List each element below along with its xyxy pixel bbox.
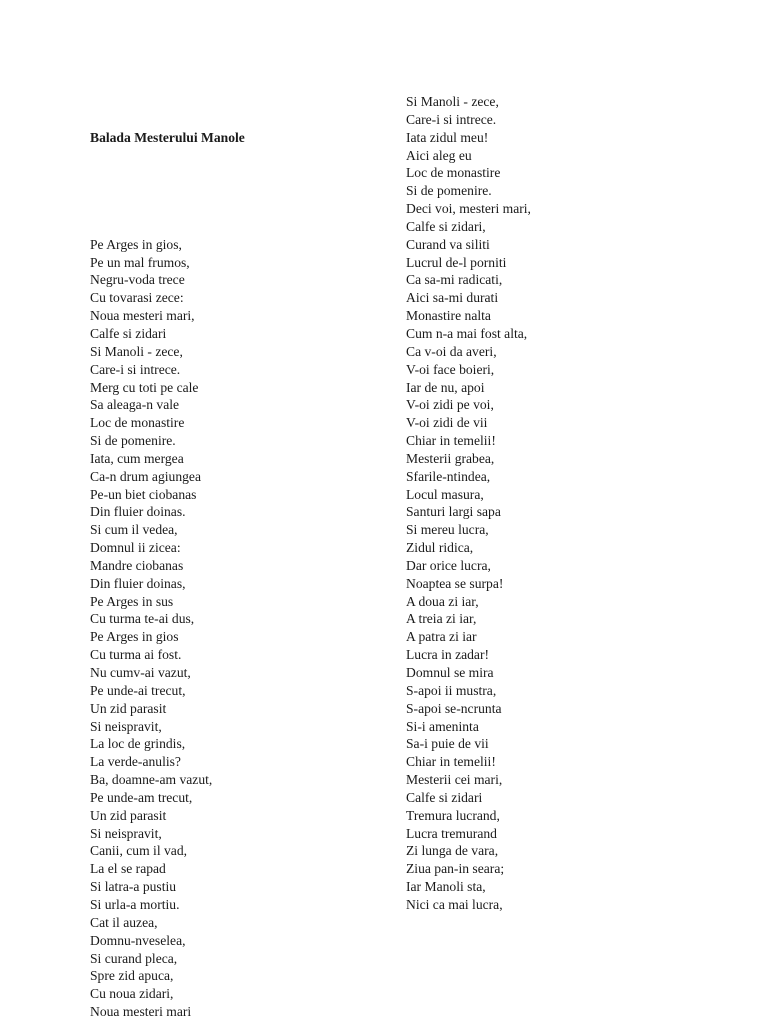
verse-line: V-oi zidi pe voi,	[406, 397, 494, 413]
verse-line: Ziua pan-in seara;	[406, 861, 505, 877]
verse-line: Si cum il vedea,	[90, 522, 178, 538]
verse-line: Si urla-a mortiu.	[90, 896, 180, 912]
document-title: Balada Mesterului Manole	[90, 129, 245, 145]
verse-line: Domnul ii zicea:	[90, 540, 181, 556]
verse-line: Ca-n drum agiungea	[90, 468, 201, 484]
verse-line: Si Manoli - zece,	[406, 94, 499, 109]
verse-line: Si neispravit,	[90, 825, 162, 841]
verse-line: Iar Manoli sta,	[406, 879, 486, 895]
verse-line: Care-i si intrece.	[406, 111, 497, 127]
verse-line: A patra zi iar	[406, 629, 477, 645]
verse-line: Lucrul de-l porniti	[406, 254, 507, 270]
verse-line: Aici sa-mi durati	[406, 290, 499, 306]
verse-line: Chiar in temelii!	[406, 754, 496, 770]
verse-line: Sa aleaga-n vale	[90, 397, 180, 413]
verse-line: Calfe si zidari,	[406, 218, 486, 234]
verse-line: Pe Arges in sus	[90, 593, 174, 609]
verse-line: Ca sa-mi radicati,	[406, 272, 503, 288]
verse-line: Lucra in zadar!	[406, 647, 490, 663]
verse-line: Chiar in temelii!	[406, 433, 496, 449]
verse-line: Santuri largi sapa	[406, 504, 501, 520]
verse-line: Si Manoli - zece,	[90, 343, 183, 359]
verse-line: Curand va siliti	[406, 236, 490, 252]
verse-line: La verde-anulis?	[90, 754, 181, 770]
verse-line: Domnul se mira	[406, 665, 494, 680]
verse-line: Aici aleg eu	[406, 147, 472, 163]
verse-line: Merg cu toti pe cale	[90, 379, 199, 395]
verse-line: Un zid parasit	[90, 807, 167, 823]
verse-line: V-oi zidi de vii	[406, 415, 488, 431]
verse-line: Si de pomenire.	[90, 433, 176, 449]
verse-line: Si de pomenire.	[406, 183, 492, 199]
verse-line: La loc de grindis,	[90, 736, 186, 752]
verse-line: Si neispravit,	[90, 718, 162, 734]
verse-line: Pe unde-ai trecut,	[90, 682, 186, 698]
verse-line: Mesterii cei mari,	[406, 772, 503, 788]
verse-line: Loc de monastire	[406, 165, 501, 181]
verse-line: Monastire nalta	[406, 308, 491, 324]
verse-line: Dar orice lucra,	[406, 557, 491, 573]
verse-line: La el se rapad	[90, 861, 166, 877]
verse-line: Sfarile-ntindea,	[406, 468, 491, 484]
verse-line: Cum n-a mai fost alta,	[406, 325, 528, 341]
verse-line: S-apoi se-ncrunta	[406, 700, 502, 716]
verse-line: Noua mesteri mari,	[90, 308, 195, 324]
verse-line: A doua zi iar,	[406, 593, 479, 609]
verse-line: S-apoi ii mustra,	[406, 682, 497, 698]
verse-line: Pe un mal frumos,	[90, 254, 190, 270]
verse-line: Ba, doamne-am vazut,	[90, 772, 213, 788]
verse-line: Si-i ameninta	[406, 718, 479, 734]
verse-line: Pe unde-am trecut,	[90, 789, 193, 805]
verse-line: Tremura lucrand,	[406, 807, 500, 823]
verse-line: Mesterii grabea,	[406, 450, 495, 466]
left-column	[90, 93, 380, 1021]
verse-line: Zi lunga de vara,	[406, 843, 499, 859]
verse-line: Loc de monastire	[90, 415, 185, 431]
title-spacer	[90, 182, 380, 200]
verse-line: V-oi face boieri,	[406, 361, 495, 377]
verse-line: Zidul ridica,	[406, 540, 474, 556]
verse-line: Iata zidul meu!	[406, 129, 489, 145]
verse-line: Cat il auzea,	[90, 914, 158, 930]
verse-line: Iata, cum mergea	[90, 450, 184, 466]
verse-line: Noua mesteri mari	[90, 1004, 192, 1020]
verse-line: Pe Arges in gios	[90, 629, 179, 645]
verse-line: Un zid parasit	[90, 700, 167, 716]
verse-line: Calfe si zidari	[90, 325, 167, 341]
verse-line: Calfe si zidari	[406, 789, 483, 805]
verse-line: Mandre ciobanas	[90, 557, 184, 573]
verse-line: Nici ca mai lucra,	[406, 896, 503, 912]
verse-line: Si latra-a pustiu	[90, 879, 177, 895]
verse-line: Cu tovarasi zece:	[90, 290, 184, 306]
verse-line: Din fluier doinas,	[90, 575, 186, 591]
verse-line: Deci voi, mesteri mari,	[406, 201, 531, 217]
verse-line: Domnu-nveselea,	[90, 932, 186, 948]
verse-line: Lucra tremurand	[406, 825, 497, 841]
right-column	[406, 93, 706, 914]
verse-line: Din fluier doinas.	[90, 504, 186, 520]
verse-line: Nu cumv-ai vazut,	[90, 665, 191, 680]
verse-line: Iar de nu, apoi	[406, 379, 485, 395]
verse-line: Care-i si intrece.	[90, 361, 181, 377]
verse-line: Noaptea se surpa!	[406, 575, 504, 591]
verse-line: Locul masura,	[406, 486, 484, 502]
verse-line: Pe-un biet ciobanas	[90, 486, 197, 502]
verse-line: Spre zid apuca,	[90, 968, 174, 984]
verse-line: Cu noua zidari,	[90, 986, 174, 1002]
verse-line: Pe Arges in gios,	[90, 236, 182, 252]
verse-line: Canii, cum il vad,	[90, 843, 188, 859]
verse-line: Sa-i puie de vii	[406, 736, 489, 752]
verse-line: Si mereu lucra,	[406, 522, 489, 538]
verse-line: A treia zi iar,	[406, 611, 477, 627]
verse-line: Si curand pleca,	[90, 950, 178, 966]
verse-line: Ca v-oi da averi,	[406, 343, 497, 359]
verse-line: Cu turma te-ai dus,	[90, 611, 195, 627]
verse-line: Negru-voda trece	[90, 272, 185, 288]
verse-line: Cu turma ai fost.	[90, 647, 182, 663]
